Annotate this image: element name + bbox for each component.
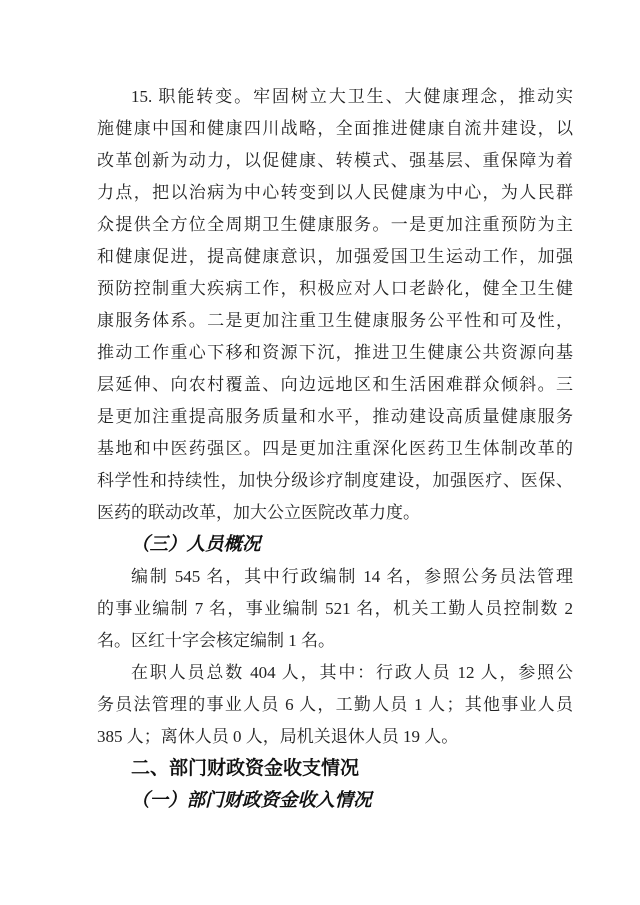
text-line: 层延伸、向农村覆盖、向边远地区和生活困难群众倾斜。三 [97,375,573,394]
text-line: 385 人；离休人员 0 人，局机关退休人员 19 人。 [97,727,459,746]
document-text-block [97,81,573,817]
text-line: 改革创新为动力，以促健康、转模式、强基层、重保障为着 [97,151,573,170]
text-line: 施健康中国和健康四川战略，全面推进健康自流井建设，以 [97,119,573,138]
text-line: 的事业编制 7 名，事业编制 521 名，机关工勤人员控制数 2 [97,599,573,618]
text-line: 编制 545 名，其中行政编制 14 名，参照公务员法管理 [131,567,573,586]
text-line: 众提供全方位全周期卫生健康服务。一是更加注重预防为主 [97,215,573,234]
heading-section-2-fiscal-funds: 二、部门财政资金收支情况 [131,758,360,779]
text-line: 15. 职能转变。牢固树立大卫生、大健康理念，推动实 [131,87,573,106]
heading-subsection-1-fiscal-income: （一）部门财政资金收入情况 [131,791,372,811]
text-line: 力点，把以治病为中心转变到以人民健康为中心，为人民群 [97,183,573,202]
text-line: 康服务体系。二是更加注重卫生健康服务公平性和可及性， [97,311,573,330]
text-line: 务员法管理的事业人员 6 人，工勤人员 1 人；其他事业人员 [97,695,573,714]
text-line: 和健康促进，提高健康意识，加强爱国卫生运动工作，加强 [97,247,573,266]
heading-personnel-overview: （三）人员概况 [131,535,261,555]
text-line: 科学性和持续性，加快分级诊疗制度建设，加强医疗、医保、 [97,471,573,490]
text-line: 在职人员总数 404 人，其中：行政人员 12 人，参照公 [131,663,573,682]
text-line: 推动工作重心下移和资源下沉，推进卫生健康公共资源向基 [97,343,573,362]
text-line: 是更加注重提高服务质量和水平，推动建设高质量健康服务 [97,407,573,426]
text-line: 预防控制重大疾病工作，积极应对人口老龄化，健全卫生健 [97,279,573,298]
text-line: 医药的联动改革，加大公立医院改革力度。 [97,503,420,522]
text-line: 基地和中医药强区。四是更加注重深化医药卫生体制改革的 [97,439,573,458]
text-line: 名。区红十字会核定编制 1 名。 [97,631,335,650]
